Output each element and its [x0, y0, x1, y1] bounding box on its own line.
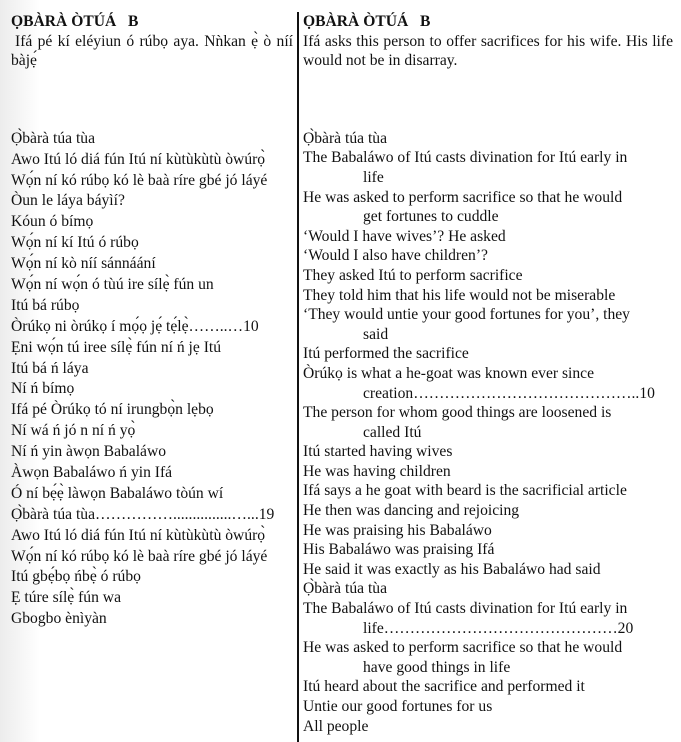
verse-line: Ẹni wọ́n tú iree sílẹ̀ fún ní ń jẹ Itú	[11, 338, 222, 356]
verse-line: Wọ́n ní wọ́n ó tùú ire sílẹ̀ fún un	[11, 276, 214, 294]
verse-line: Ní ń bímọ	[11, 380, 75, 398]
verse-line: Ifá pé Òrúkọ tó ní irungbọ̀n lẹbọ	[11, 401, 214, 419]
translation-line: Itú started having wives	[303, 443, 453, 461]
verse-line: Àwọn Babaláwo ń yin Ifá	[11, 464, 173, 482]
verse-line: Wọ́n ní kó rúbọ kó lè baà ríre gbé jó láyé	[11, 171, 268, 189]
translation-line: ‘Would I also have children’?	[303, 247, 488, 265]
verse-line: Itú gbẹ́bọ ńbẹ̀ ó rúbọ	[11, 568, 141, 586]
verse-line: Wọ́n ní kò níí sánnáání	[11, 255, 156, 273]
translation-line: His Babaláwo was praising Ifá	[303, 541, 495, 559]
verse-line: Ọ̀bàrà túa tùa	[11, 129, 95, 147]
translation-line: He then was dancing and rejoicing	[303, 502, 520, 520]
translation-line: The Babaláwo of Itú casts divination for Itú early in life	[303, 149, 628, 186]
translation-line: Ọ̀bàrà túa tùa	[303, 129, 387, 147]
verse-line: Gbogbo ènìyàn	[11, 610, 107, 628]
translation-line: They told him that his life would not be miserable	[303, 286, 616, 304]
verse-line: Wọ́n ní kó rúbọ kó lè baà ríre gbé jó láyé	[11, 547, 268, 565]
english-title: ỌBÀRÀ ÒTÚÁ B	[303, 13, 431, 30]
yoruba-verse	[11, 129, 293, 630]
verse-line: Wọ́n ní kí Itú ó rúbọ	[11, 234, 139, 252]
translation-line: He said it was exactly as his Babaláwo had said	[303, 560, 601, 578]
translation-line: ‘They would untie your good fortunes for you’, they said	[303, 306, 630, 343]
verse-line: Kóun ó bímọ	[11, 213, 94, 231]
translation-line: They asked Itú to perform sacrifice	[303, 266, 523, 284]
verse-line: Itú bá ń láya	[11, 359, 89, 377]
verse-line: Ní wá ń jó n ní ń yọ̀	[11, 422, 136, 440]
verse-line: Ní ń yin àwọn Babaláwo	[11, 443, 167, 461]
verse-line: Ọ̀bàrà túa tùa……………...............…...19	[11, 505, 275, 523]
translation-line: Òrúkọ is what a he-goat was known ever since creation……………………………………..10	[303, 364, 655, 402]
column-divider	[297, 12, 299, 742]
translation-line: He was having children	[303, 462, 451, 480]
english-intro: Ifá asks this person to offer sacrifices for his wife. His life would not be in disarray.	[303, 32, 673, 70]
translation-line: All people	[303, 717, 369, 735]
english-column	[303, 12, 673, 736]
yoruba-column	[11, 12, 293, 630]
verse-line: Itú bá rúbọ	[11, 296, 80, 314]
verse-line: Òun le láya báyìí?	[11, 192, 125, 210]
translation-line: Ọ̀bàrà túa tùa	[303, 580, 387, 598]
translation-line: ‘Would I have wives’? He asked	[303, 227, 506, 245]
translation-line: The Babaláwo of Itú casts divination for Itú early in life………………………………………20	[303, 600, 634, 637]
translation-line: Untie our good fortunes for us	[303, 698, 493, 715]
english-verse	[303, 129, 673, 736]
verse-line: Awo Itú ló diá fún Itú ní kùtùkùtù òwúrọ̀	[11, 526, 266, 544]
translation-line: He was asked to perform sacrifice so that he would get fortunes to cuddle	[303, 188, 623, 226]
verse-line: Awo Itú ló diá fún Itú ní kùtùkùtù òwúrọ̀	[11, 150, 266, 168]
translation-line: Itú heard about the sacrifice and performed it	[303, 678, 585, 696]
translation-line: He was asked to perform sacrifice so that he would have good things in life	[303, 639, 623, 676]
verse-line: Òrúkọ ni òrúkọ í mọ́ọ jẹ́ tẹ́lẹ̀……..…10	[11, 317, 259, 335]
translation-line: He was praising his Babaláwo	[303, 521, 492, 539]
translation-line: Ifá says a he goat with beard is the sacrificial article	[303, 482, 627, 500]
verse-line: Ó ní bẹ́ẹ̀ làwọn Babaláwo tòún wí	[11, 484, 224, 502]
translation-line: The person for whom good things are loosened is called Itú	[303, 404, 612, 441]
yoruba-title: ỌBÀRÀ ÒTÚÁ B	[11, 13, 139, 30]
verse-line: Ẹ túre sílẹ̀ fún wa	[11, 589, 121, 607]
translation-line: Itú performed the sacrifice	[303, 345, 469, 363]
yoruba-intro: Ifá pé kí eléyiun ó rúbọ aya. Nǹkan ẹ̀ ò níí bàjẹ́	[11, 32, 293, 70]
